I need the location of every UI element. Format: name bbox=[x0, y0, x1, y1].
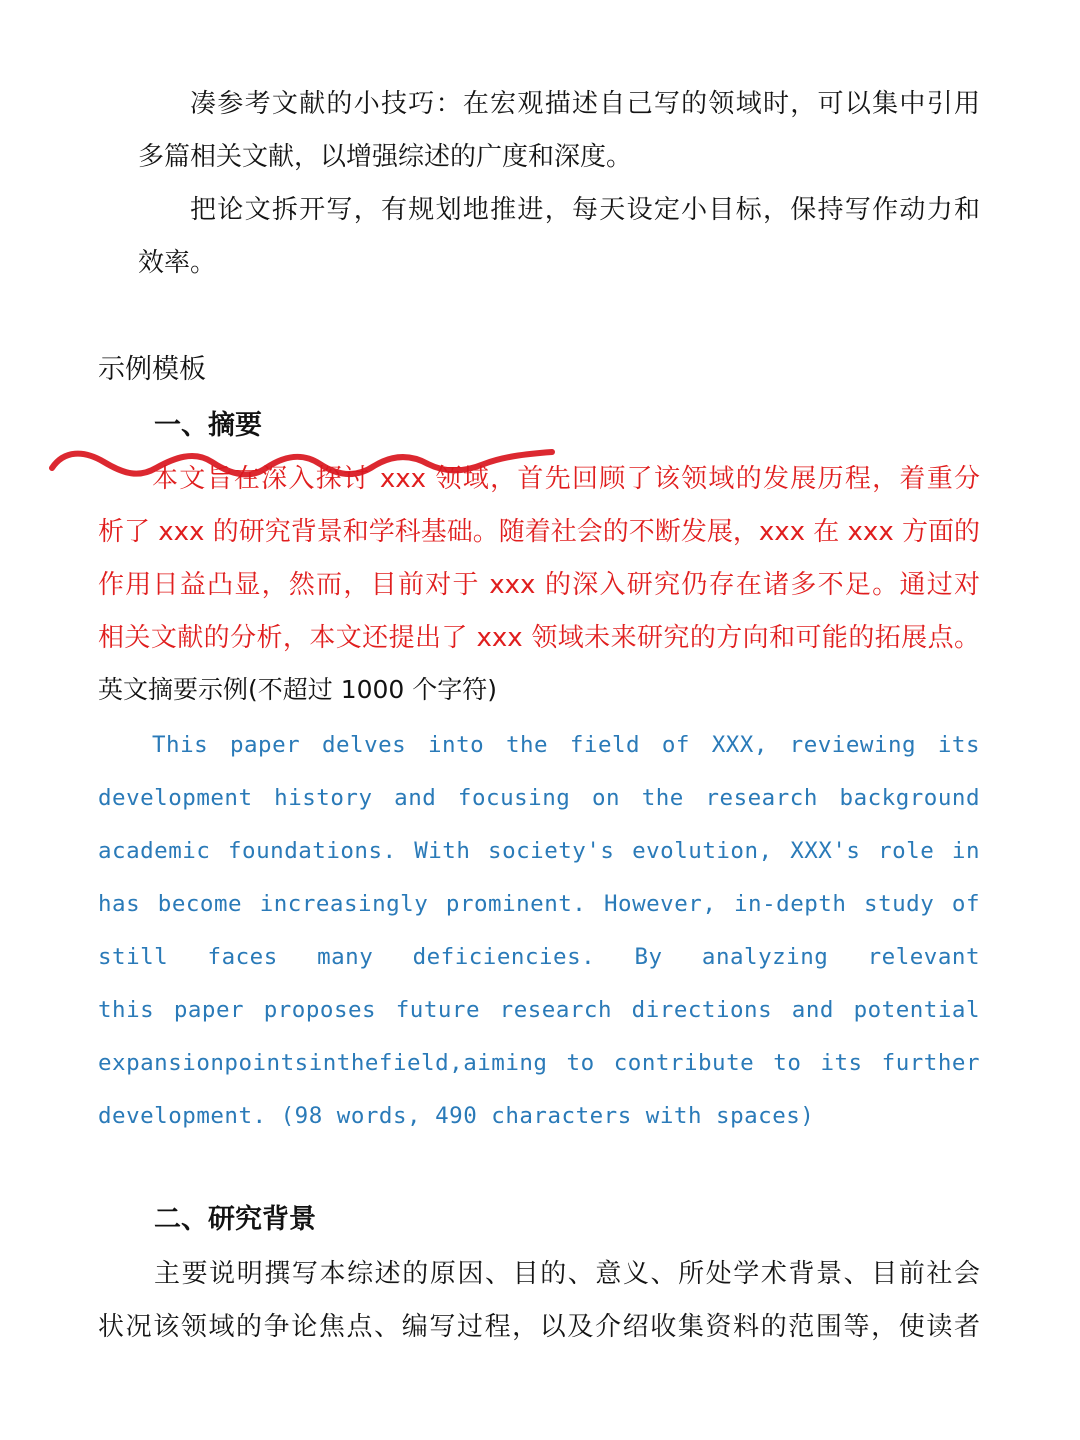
en-abstract-line: development. (98 words, 490 characters with spaces) bbox=[98, 1103, 815, 1129]
section1-heading: 一、摘要 bbox=[154, 410, 262, 441]
en-abstract-line: This paper delves into the field of XXX, reviewing its bbox=[152, 732, 980, 758]
cn-abstract-line: 本文旨在深入探讨 xxx 领域，首先回顾了该领域的发展历程，着重分 bbox=[152, 464, 980, 494]
tip1-line1: 凑参考文献的小技巧：在宏观描述自己写的领域时，可以集中引用 bbox=[190, 89, 980, 119]
en-abstract-line: academic foundations. With society's evolution, XXX's role in bbox=[98, 838, 980, 864]
red-squiggle-annotation bbox=[44, 438, 564, 488]
tip1-line2: 多篇相关文献，以增强综述的广度和深度。 bbox=[138, 142, 633, 172]
tip2-line1: 把论文拆开写，有规划地推进，每天设定小目标，保持写作动力和 bbox=[190, 195, 980, 225]
section2-heading: 二、研究背景 bbox=[154, 1204, 316, 1235]
en-abstract-line: still faces many deficiencies. By analyzing relevant bbox=[98, 944, 980, 970]
en-abstract-line: development history and focusing on the research background bbox=[98, 785, 980, 811]
en-abstract-line: expansionpointsinthefield,aiming to contribute to its further bbox=[98, 1050, 980, 1076]
tip2-line2: 效率。 bbox=[138, 248, 217, 278]
cn-abstract-line: 作用日益凸显，然而，目前对于 xxx 的深入研究仍存在诸多不足。通过对 bbox=[98, 570, 980, 600]
cn-abstract-line: 析了 xxx 的研究背景和学科基础。随着社会的不断发展，xxx 在 xxx 方面的 bbox=[98, 517, 980, 547]
en-abstract-line: has become increasingly prominent. However, in-depth study of bbox=[98, 891, 980, 917]
template-title: 示例模板 bbox=[98, 354, 206, 385]
background-line: 主要说明撰写本综述的原因、目的、意义、所处学术背景、目前社会 bbox=[154, 1259, 980, 1289]
cn-abstract-line: 相关文献的分析，本文还提出了 xxx 领域未来研究的方向和可能的拓展点。 bbox=[98, 623, 980, 653]
en-abstract-line: this paper proposes future research directions and potential bbox=[98, 997, 980, 1023]
en-abstract-heading: 英文摘要示例(不超过 1000 个字符) bbox=[98, 675, 498, 704]
background-line: 状况该领域的争论焦点、编写过程，以及介绍收集资料的范围等，使读者 bbox=[98, 1312, 980, 1342]
